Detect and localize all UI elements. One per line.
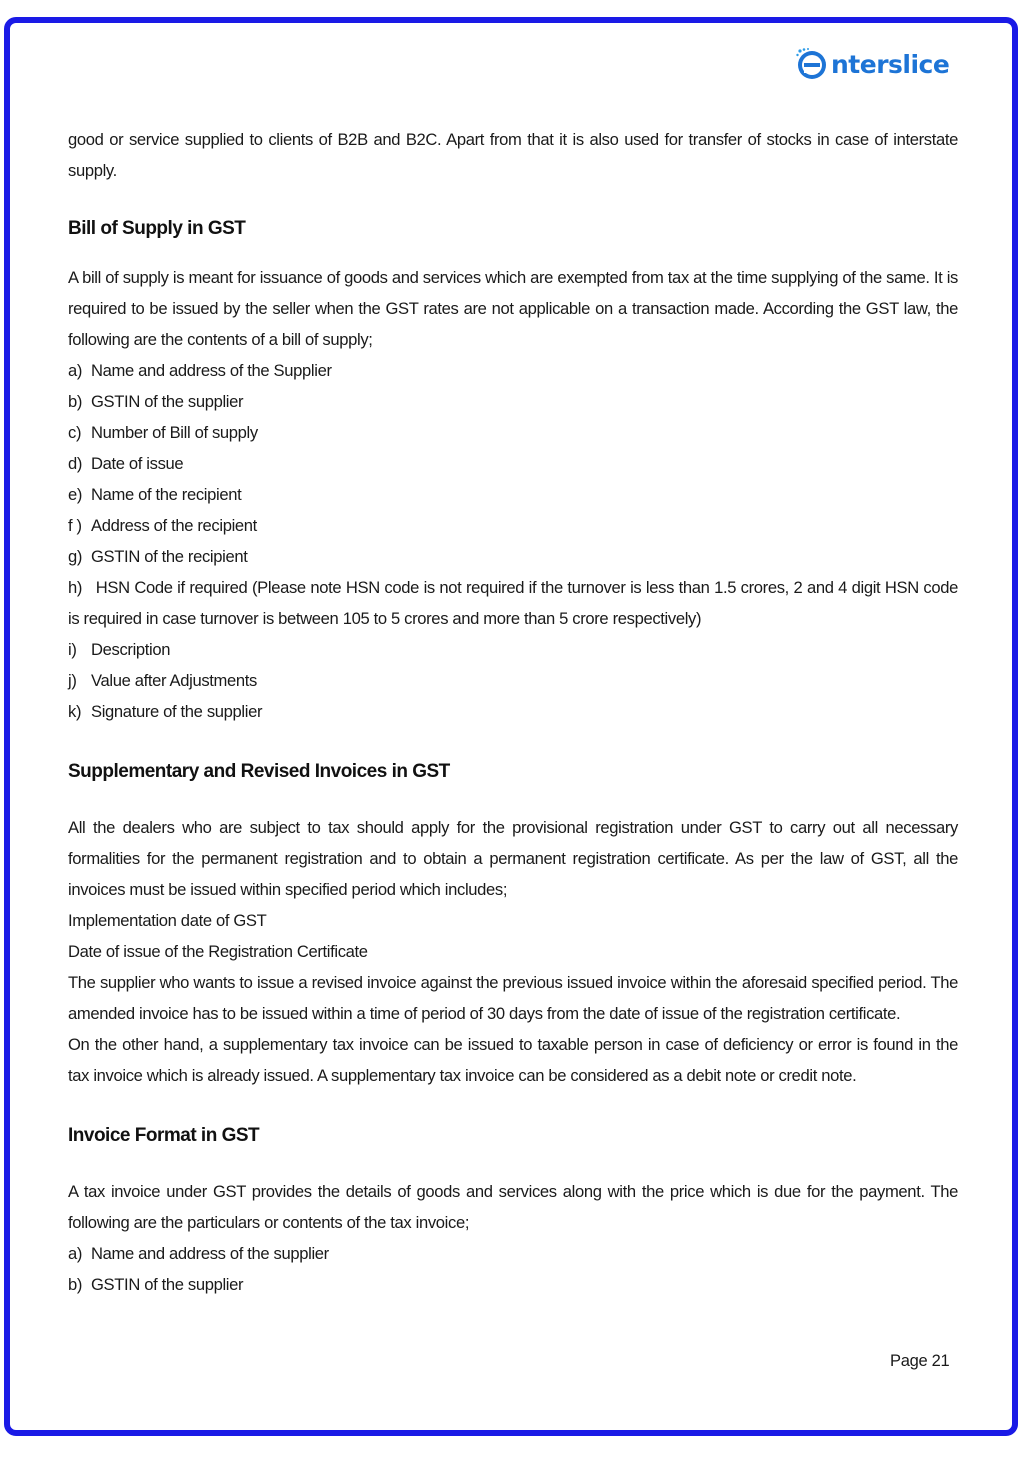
supplementary-paragraph-1: All the dealers who are subject to tax should apply for the provisional registration under GST to carry out all necessary formalities for the permanent registration and to obtain a permanent registration certificate. As per the law of GST, all the invoices must be issued within specified period which includes; (68, 818, 958, 899)
supplementary-line-1: Implementation date of GST (68, 911, 267, 930)
list-item: i) Description (68, 640, 171, 659)
list-item: d) Date of issue (68, 454, 184, 473)
list-item: e) Name of the recipient (68, 485, 242, 504)
invoice-format-paragraph: A tax invoice under GST provides the details of goods and services along with the price which is due for the payment. The following are the particulars or contents of the tax invoice; (68, 1182, 958, 1232)
list-item: g) GSTIN of the recipient (68, 547, 248, 566)
list-item-hsn: h) HSN Code if required (Please note HSN code is not required if the turnover is less than 1.5 crores, 2 and 4 digit HSN code is required in case turnover is between 105 to 5 crores and more than 5 crore respectively) (68, 578, 959, 628)
invoice-format-list (68, 1238, 958, 1300)
heading-invoice-format: Invoice Format in GST (68, 1125, 260, 1146)
bill-of-supply-paragraph: A bill of supply is meant for issuance of goods and services which are exempted from tax at the time supplying of the same. It is required to be issued by the seller when the GST rates are not applicable on a transaction made. According the GST law, the following are the contents of a bill of supply; (68, 268, 958, 349)
list-item: a) Name and address of the Supplier (68, 361, 332, 380)
page-number: Page 21 (890, 1352, 950, 1370)
list-item: j) Value after Adjustments (68, 671, 257, 690)
enterslice-logo (795, 44, 949, 84)
list-item: b) GSTIN of the supplier (68, 392, 244, 411)
list-item: a) Name and address of the supplier (68, 1244, 329, 1263)
bill-of-supply-list (68, 355, 958, 727)
heading-supplementary-invoices: Supplementary and Revised Invoices in GST (68, 761, 450, 782)
supplementary-paragraph-3: On the other hand, a supplementary tax invoice can be issued to taxable person in case of deficiency or error is found in the tax invoice which is already issued. A supplementary tax invoice can be considered as a debit note or credit note. (68, 1035, 958, 1085)
supplementary-line-2: Date of issue of the Registration Certificate (68, 942, 368, 961)
list-item: k) Signature of the supplier (68, 702, 263, 721)
intro-paragraph: good or service supplied to clients of B2B and B2C. Apart from that it is also used for transfer of stocks in case of interstate supply. (68, 130, 958, 180)
document-body (68, 124, 958, 1300)
logo-wordmark: nterslice (831, 49, 950, 79)
list-item: f ) Address of the recipient (68, 516, 257, 535)
list-item: c) Number of Bill of supply (68, 423, 258, 442)
supplementary-paragraph-2: The supplier who wants to issue a revised invoice against the previous issued invoice within the aforesaid specified period. The amended invoice has to be issued within a time of period of 30 days from the date of issue of the registration certificate. (68, 973, 958, 1023)
logo-e-icon (795, 47, 829, 81)
heading-bill-of-supply: Bill of Supply in GST (68, 218, 246, 239)
list-item: b) GSTIN of the supplier (68, 1275, 244, 1294)
